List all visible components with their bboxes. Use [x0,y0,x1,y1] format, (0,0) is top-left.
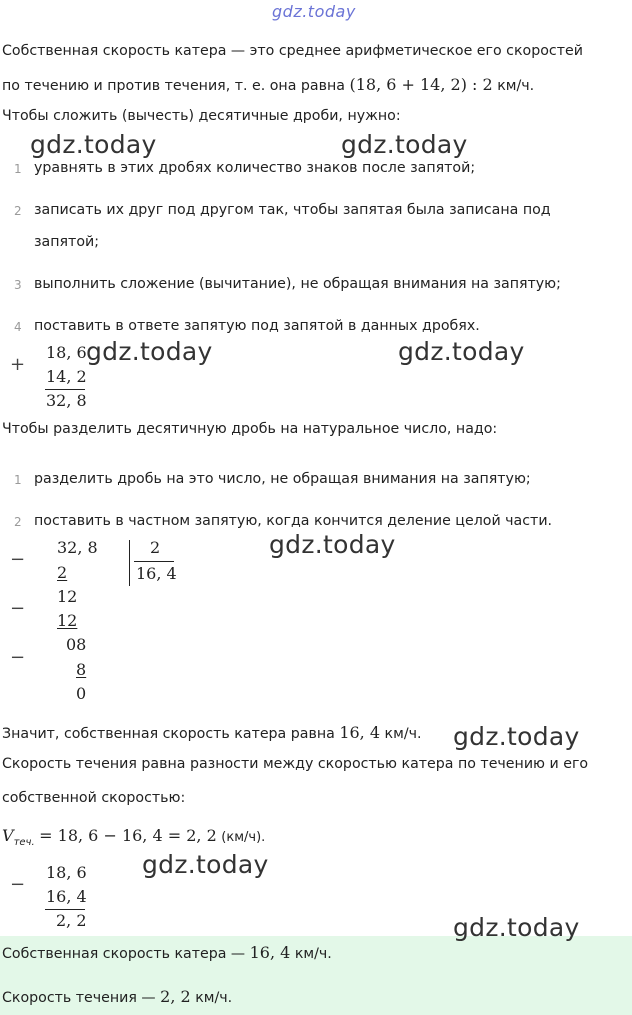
quotient: 16, 4 [136,564,177,583]
intro-line-2 [2,75,534,94]
division-step: 08 [66,635,87,654]
watermark: gdz.today [86,337,213,366]
minus-sign: − [10,874,26,895]
dividend: 32, 8 [57,538,98,557]
add-rule-heading: Чтобы сложить (вычесть) десятичные дроби, нужно: [2,108,401,124]
division-step: 12 [57,611,78,630]
intro-formula: (18, 6 + 14, 2) : 2 [349,75,493,94]
list-number: 4 [14,320,22,334]
conclusion-text: Значит, собственная скорость катера равна [2,726,335,742]
list-number: 2 [14,515,22,529]
list-item: выполнить сложение (вычитание), не обращая внимания на запятую; [34,276,561,292]
site-logo: gdz.today [272,2,356,21]
current-formula: = 18, 6 − 16, 4 = 2, 2 [39,826,217,845]
watermark: gdz.today [142,850,269,879]
division-step: 2 [57,563,68,582]
minus-sign: − [10,549,26,570]
answer-value-1: 16, 4 [249,943,291,962]
answer-line-1 [2,943,332,962]
list-item: разделить дробь на это число, не обращая внимания на запятую; [34,471,531,487]
watermark: gdz.today [453,722,580,751]
watermark: gdz.today [453,913,580,942]
conclusion-unit: км/ч. [384,726,422,742]
divisor-line [134,561,174,562]
addend-1: 18, 6 [46,343,87,362]
answer-unit-2: км/ч. [195,990,233,1006]
minuend: 18, 6 [46,863,87,882]
division-step: 12 [57,587,78,606]
division-bracket [129,540,130,586]
division-step: 8 [76,660,87,679]
conclusion-line [2,723,422,742]
minus-sign: − [10,647,26,668]
velocity-symbol: V [2,826,14,845]
answer-unit-1: км/ч. [294,946,332,962]
watermark: gdz.today [398,337,525,366]
list-item: поставить в ответе запятую под запятой в данных дробях. [34,318,480,334]
sum-result: 32, 8 [46,391,87,410]
answer-text-2: Скорость течения — [2,990,156,1006]
list-item: поставить в частном запятую, когда кончится деление целой части. [34,513,553,529]
conclusion-value: 16, 4 [339,723,381,742]
subtrahend: 16, 4 [46,887,87,906]
list-number: 3 [14,278,22,292]
current-line-2: собственной скоростью: [2,790,186,806]
sum-line [45,389,85,390]
intro-unit: км/ч. [497,78,535,94]
addend-2: 14, 2 [46,367,87,386]
division-remainder: 0 [76,684,87,703]
difference-result: 2, 2 [56,911,87,930]
answer-line-2 [2,987,232,1006]
answer-value-2: 2, 2 [160,987,191,1006]
list-item: уравнять в этих дробях количество знаков после запятой; [34,160,476,176]
current-line-1: Скорость течения равна разности между скоростью катера по течению и его [2,756,589,772]
divisor: 2 [150,538,161,557]
list-item-continuation: запятой; [34,234,99,250]
plus-sign: + [10,354,26,375]
current-unit: (км/ч). [221,830,266,845]
intro-line-2-text: по течению и против течения, т. е. она равна [2,78,345,94]
list-item: записать их друг под другом так, чтобы запятая была записана под [34,202,551,218]
difference-line [45,909,85,910]
list-number: 1 [14,473,22,487]
watermark: gdz.today [30,130,157,159]
list-number: 2 [14,204,22,218]
watermark: gdz.today [341,130,468,159]
minus-sign: − [10,598,26,619]
list-number: 1 [14,162,22,176]
velocity-subscript: теч. [13,836,35,848]
div-rule-heading: Чтобы разделить десятичную дробь на натуральное число, надо: [2,421,498,437]
intro-line-1: Собственная скорость катера — это среднее арифметическое его скоростей [2,43,583,59]
answer-text-1: Собственная скорость катера — [2,946,246,962]
watermark: gdz.today [269,530,396,559]
current-formula-line [2,826,265,848]
